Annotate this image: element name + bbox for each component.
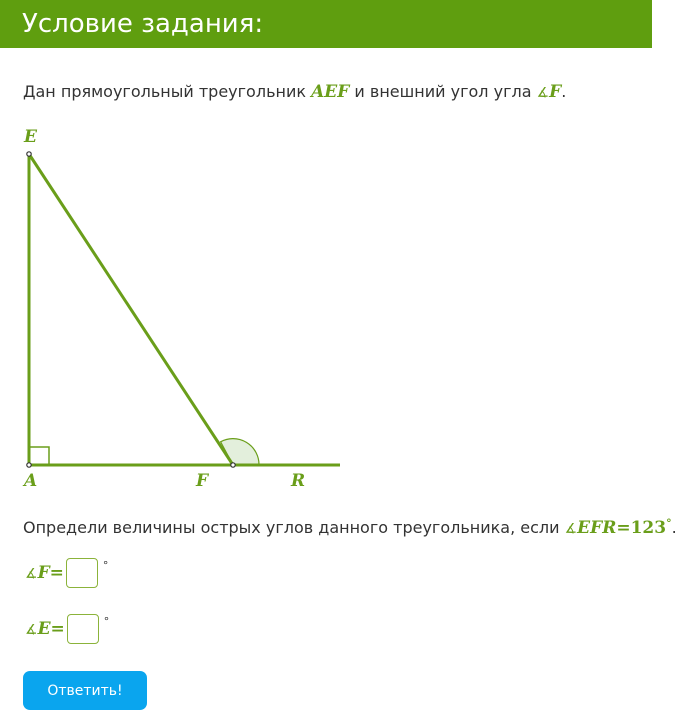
label-r: R	[291, 471, 306, 491]
label-e: E	[24, 127, 37, 147]
point-e	[27, 152, 31, 156]
exterior-angle-arc	[221, 439, 259, 465]
equals-sign: =	[49, 563, 64, 583]
angle-f-input[interactable]	[66, 558, 98, 588]
angle-symbol: ∡	[536, 85, 550, 101]
page-title: Условие задания:	[22, 9, 264, 39]
degree-sign: °	[666, 517, 672, 530]
answer-label-e	[25, 619, 65, 639]
angle-symbol: ∡	[25, 622, 38, 638]
question-suffix: .	[671, 518, 677, 537]
given-angle-value: 123	[630, 518, 667, 538]
angle-f-ref	[537, 82, 562, 102]
problem-statement	[23, 81, 566, 104]
answer-angle-name: E	[37, 619, 51, 639]
point-f	[231, 463, 235, 467]
answer-angle-name: F	[37, 563, 50, 583]
angle-f-letter: F	[549, 82, 562, 102]
submit-button[interactable]: Ответить!	[23, 671, 147, 710]
angle-e-input[interactable]	[67, 614, 99, 644]
degree-sign: °	[103, 615, 110, 628]
answer-label-f	[25, 563, 64, 583]
equals-sign: =	[616, 518, 631, 538]
label-a: A	[24, 471, 38, 491]
triangle-name: AEF	[311, 82, 350, 102]
given-angle-name: EFR	[577, 518, 617, 538]
statement-text-suffix: .	[561, 82, 567, 101]
triangle-figure	[0, 120, 360, 500]
statement-text-prefix: Дан прямоугольный треугольник	[23, 82, 312, 101]
degree-sign: °	[102, 559, 109, 572]
angle-symbol: ∡	[25, 566, 38, 582]
header-bar	[0, 0, 652, 48]
answer-row-f	[25, 556, 108, 590]
given-angle	[565, 518, 672, 538]
answer-row-e	[25, 612, 109, 646]
statement-text-middle: и внешний угол угла	[349, 82, 537, 101]
label-f: F	[196, 471, 209, 491]
angle-symbol: ∡	[564, 521, 578, 537]
right-angle-mark	[29, 447, 49, 465]
question-text	[23, 513, 677, 540]
point-a	[27, 463, 31, 467]
equals-sign: =	[50, 619, 65, 639]
question-prefix: Определи величины острых углов данного треугольника, если	[23, 518, 565, 537]
side-ef	[29, 154, 233, 465]
